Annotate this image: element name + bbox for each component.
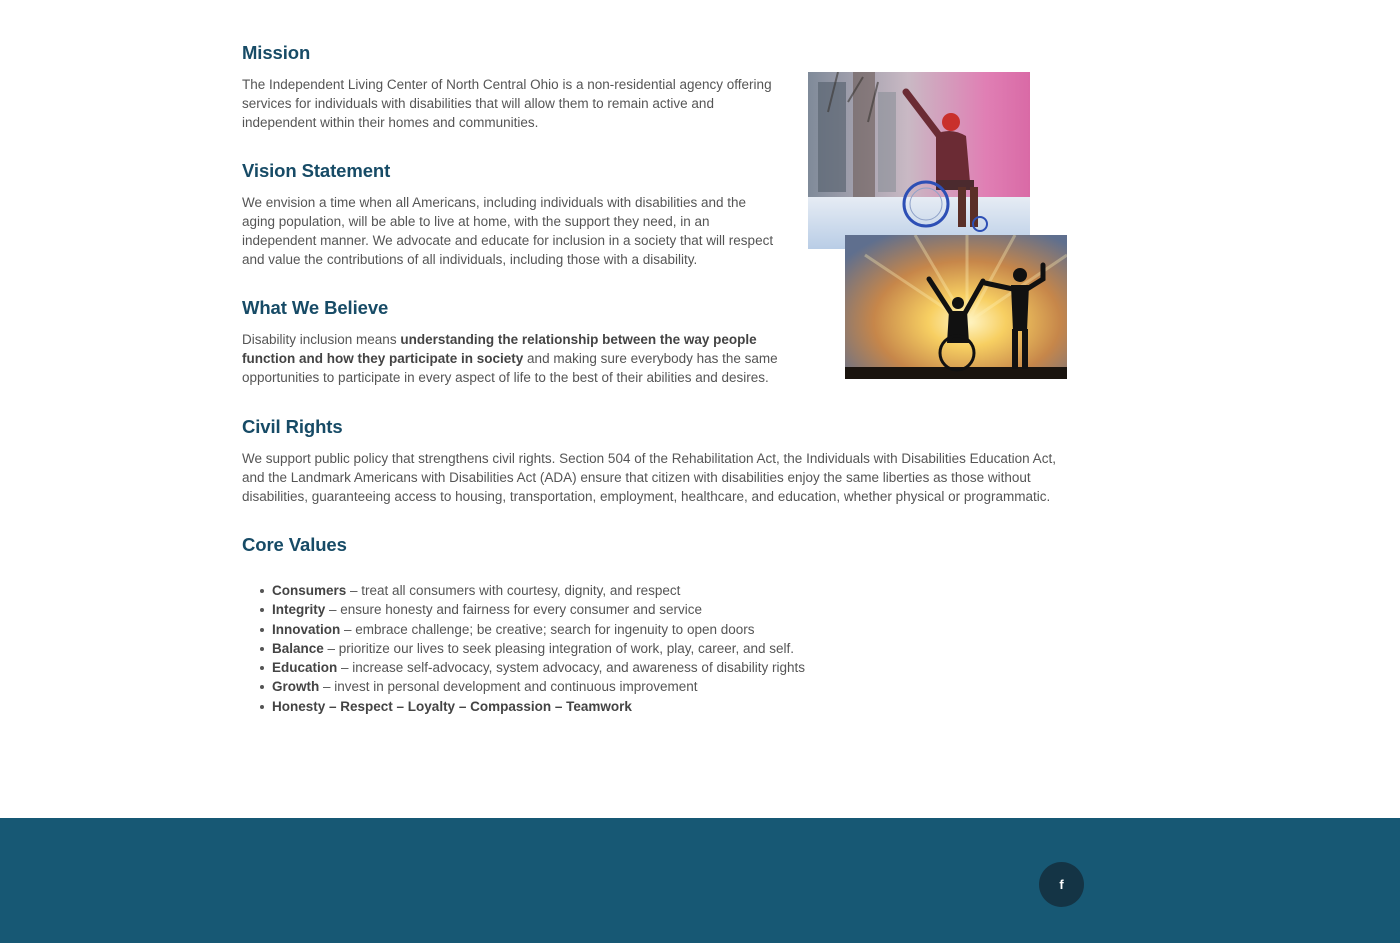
- believe-text-start: Disability inclusion means: [242, 332, 401, 347]
- value-term: Innovation: [272, 621, 341, 637]
- believe-heading: What We Believe: [242, 297, 389, 318]
- value-term: Balance: [272, 640, 324, 656]
- facebook-icon: f: [1059, 877, 1064, 892]
- mission-heading: Mission: [242, 42, 311, 63]
- civil-rights-heading: Civil Rights: [242, 416, 343, 437]
- value-desc: – prioritize our lives to seek pleasing integration of work, play, career, and self.: [323, 640, 795, 656]
- believe-section: [242, 297, 782, 387]
- believe-text-bold: understanding the relationship between the way people function and how they participate in society: [242, 332, 757, 366]
- value-term: Consumers: [272, 583, 347, 598]
- sunset-silhouette-photo: [845, 235, 1067, 379]
- wheelchair-snow-photo: [808, 72, 1030, 249]
- mission-section: [242, 42, 782, 132]
- list-item: [260, 639, 860, 658]
- value-term: Education: [272, 660, 338, 676]
- facebook-button[interactable]: [1039, 862, 1084, 907]
- list-item: [260, 677, 860, 696]
- list-item: [260, 620, 860, 639]
- believe-text: [242, 330, 782, 387]
- core-values-list: [260, 581, 860, 716]
- vision-heading: Vision Statement: [242, 160, 391, 181]
- value-desc: – treat all consumers with courtesy, dignity, and respect: [346, 583, 681, 598]
- believe-text-end: and making sure everybody has the same opportunities to participate in every aspect of life to the best of their abilities and desires.: [242, 351, 778, 385]
- civil-rights-section: [242, 416, 1062, 506]
- list-item: [260, 600, 860, 619]
- list-item: [260, 658, 860, 677]
- list-item: [260, 581, 860, 600]
- vision-section: [242, 160, 782, 269]
- value-term: Growth: [272, 679, 320, 695]
- mission-text: The Independent Living Center of North Central Ohio is a non-residential agency offering services for individuals with disabilities that will allow them to remain active and independent within their homes and communities.: [242, 77, 772, 130]
- value-desc: – invest in personal development and continuous improvement: [319, 679, 698, 695]
- value-desc: – ensure honesty and fairness for every consumer and service: [325, 602, 702, 618]
- value-term: Honesty – Respect – Loyalty – Compassion – Teamwork: [272, 698, 632, 714]
- core-values-heading: Core Values: [242, 534, 347, 555]
- civil-rights-text: We support public policy that strengthens civil rights. Section 504 of the Rehabilitation Act, the Individuals with Disabilities Education Act, and the Landmark Americans with Disabilities Act (ADA) ensure that citizen with disabilities enjoy the same liberties as those without disabilities, guaranteeing access to housing, transportation, employment, healthcare, and education, whether physical or programmatic.: [242, 451, 1056, 504]
- site-footer: [0, 818, 1400, 943]
- list-item: [260, 697, 860, 716]
- vision-text: We envision a time when all Americans, including individuals with disabilities and the aging population, will be able to live at home, with the support they need, in an independent manner. We advocate and educate for inclusion in a society that will respect and value the contributions of all individuals, including those with a disability.: [242, 195, 774, 267]
- core-values-section: [242, 534, 805, 714]
- value-desc: – increase self-advocacy, system advocacy, and awareness of disability rights: [337, 660, 805, 676]
- value-desc: – embrace challenge; be creative; search for ingenuity to open doors: [340, 621, 755, 637]
- value-term: Integrity: [272, 602, 326, 618]
